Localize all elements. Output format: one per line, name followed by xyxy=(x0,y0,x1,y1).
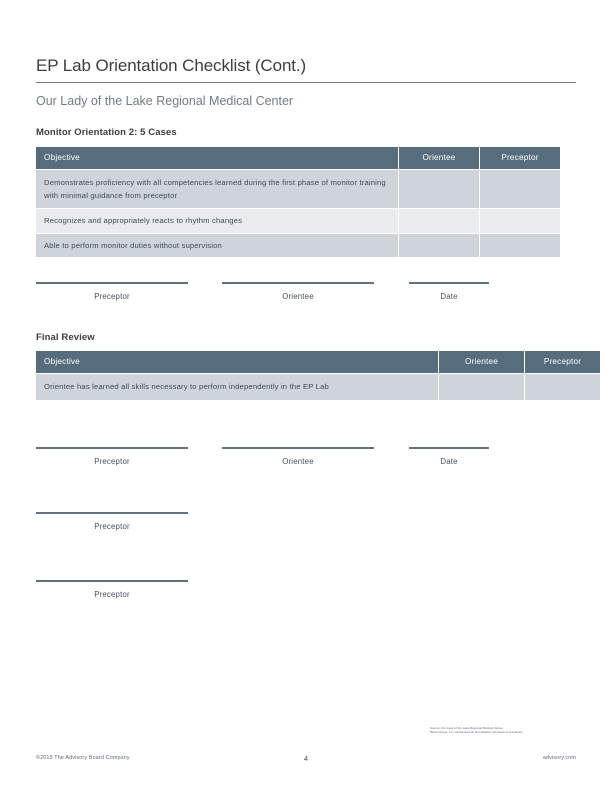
orientee-signoff-cell[interactable] xyxy=(399,170,479,208)
signature-field-preceptor[interactable] xyxy=(36,282,188,301)
objective-text: Demonstrates proficiency with all competencies learned during the first phase of monitor training with minimal guidance from preceptor xyxy=(36,170,398,208)
signature-field-preceptor[interactable] xyxy=(36,512,188,531)
column-header-objective: Objective xyxy=(36,147,398,169)
signature-label: Preceptor xyxy=(94,457,130,466)
signature-field-orientee[interactable] xyxy=(222,447,374,466)
preceptor-signoff-cell[interactable] xyxy=(480,170,560,208)
preceptor-signoff-cell[interactable] xyxy=(525,374,600,400)
preceptor-signoff-cell[interactable] xyxy=(480,209,560,233)
signature-field-preceptor[interactable] xyxy=(36,447,188,466)
section-heading-final-review: Final Review xyxy=(36,332,95,343)
signature-field-date[interactable] xyxy=(409,282,489,301)
objective-text: Recognizes and appropriately reacts to rhythm changes xyxy=(36,209,398,233)
column-header-objective: Objective xyxy=(36,351,438,373)
column-header-orientee: Orientee xyxy=(399,147,479,169)
signature-label: Date xyxy=(440,457,458,466)
signature-label: Orientee xyxy=(282,292,314,301)
table-row xyxy=(36,170,560,208)
page-footer xyxy=(36,755,576,767)
page-subtitle: Our Lady of the Lake Regional Medical Center xyxy=(36,94,294,108)
preceptor-signoff-cell[interactable] xyxy=(480,234,560,258)
source-note xyxy=(430,726,578,734)
column-header-preceptor: Preceptor xyxy=(480,147,560,169)
column-header-preceptor: Preceptor xyxy=(525,351,600,373)
orientee-signoff-cell[interactable] xyxy=(399,234,479,258)
page-number: 4 xyxy=(303,754,309,763)
orientee-signoff-cell[interactable] xyxy=(399,209,479,233)
signature-label: Preceptor xyxy=(94,590,130,599)
signature-row-extra-preceptor-2 xyxy=(36,580,576,620)
signature-row-monitor-orientation-2 xyxy=(36,282,576,322)
table-row xyxy=(36,374,600,400)
monitor-orientation-2-table xyxy=(35,146,561,258)
table-row xyxy=(36,234,560,258)
copyright-text: ©2015 The Advisory Board Company xyxy=(36,755,130,761)
signature-label: Preceptor xyxy=(94,292,130,301)
signature-field-preceptor[interactable] xyxy=(36,580,188,599)
column-header-orientee: Orientee xyxy=(439,351,524,373)
objective-text: Orientee has learned all skills necessary to perform independently in the EP Lab xyxy=(36,374,438,400)
signature-field-date[interactable] xyxy=(409,447,489,466)
signature-field-orientee[interactable] xyxy=(222,282,374,301)
table-row xyxy=(36,209,560,233)
document-header xyxy=(36,56,576,109)
website-text: advisory.com xyxy=(542,755,576,761)
orientee-signoff-cell[interactable] xyxy=(439,374,524,400)
signature-row-extra-preceptor-1 xyxy=(36,512,576,552)
final-review-table xyxy=(35,350,601,401)
signature-label: Orientee xyxy=(282,457,314,466)
signature-row-final-review xyxy=(36,447,576,487)
source-note-line-2: Baton Rouge, LA; Cardiovascular Roundtable interviews and analysis. xyxy=(430,730,524,735)
source-note-line-1: Source: Our Lady of the Lake Regional Medical Center, xyxy=(430,726,504,730)
table-header-row xyxy=(36,147,560,169)
table-header-row xyxy=(36,351,600,373)
page-title: EP Lab Orientation Checklist (Cont.) xyxy=(36,56,307,75)
signature-label: Preceptor xyxy=(94,522,130,531)
signature-label: Date xyxy=(440,292,458,301)
objective-text: Able to perform monitor duties without supervision xyxy=(36,234,398,258)
section-heading-monitor-orientation-2: Monitor Orientation 2: 5 Cases xyxy=(36,127,177,138)
